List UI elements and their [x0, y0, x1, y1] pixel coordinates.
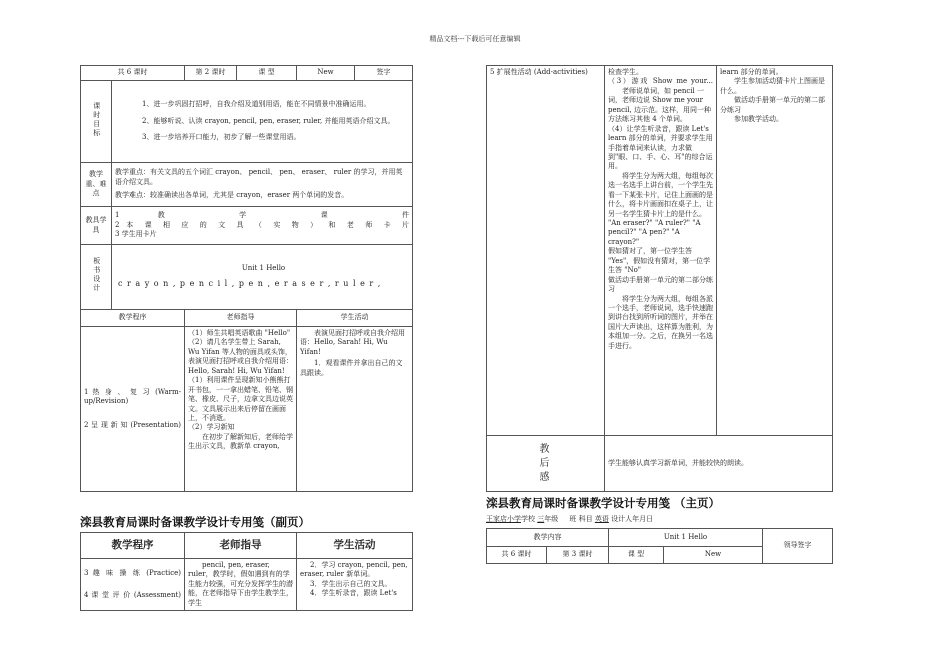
difficult-point-text: 教学难点：较准确读出各单词，尤其是 crayon，eraser 两个单词的发音。	[115, 191, 349, 200]
objective-item: 3、进一步培养开口能力，初步了解一些课堂用语。	[142, 133, 301, 142]
student-activity-text: 2．学习 crayon, pencil, pen, eraser, ruler 新单词。	[300, 561, 408, 579]
content-label: 教学内容	[487, 529, 609, 547]
extension-text: （3）游戏 Show me your...	[608, 77, 713, 86]
reflection-label: 教后感	[539, 443, 552, 483]
objective-item: 1、进一步巩固打招呼，自我介绍及道别用语，能在不同情景中准确运用。	[142, 100, 371, 109]
teacher-guide-header: 老师指导	[185, 310, 297, 327]
student-activity-text: 表演见面打招呼或自我介绍用语：Hello, Sarah! Hi, Wu Yifan!	[300, 329, 405, 356]
extension-activity-step: 5 扩展性活动 (Add-activities)	[487, 66, 605, 436]
subject-label: 科目	[578, 515, 593, 523]
tool-item: 2 本 课 相 应 的 文 具 （ 实 物 ） 和 老 师 卡 片	[115, 220, 409, 229]
tools-label: 教具学具	[81, 207, 112, 245]
student-activity-text: 4．学生听录音，跟读 Let's	[310, 589, 397, 598]
procedure-step: 4 课 堂 评 价 (Assessment)	[84, 590, 181, 599]
key-points-label: 教学重、难点	[81, 163, 112, 207]
secondary-student-header: 学生活动	[297, 533, 413, 559]
lesson-plan-table-left	[80, 65, 413, 492]
teacher-guide-text: pencil, pen, eraser, ruler，教学时，假如遇到有的学生能力较强，可充分发挥学生的潜能，在老师指导下由学生教学生，学生	[188, 561, 293, 607]
board-title: Unit 1 Hello	[241, 264, 286, 273]
secondary-procedure-header: 教学程序	[81, 533, 185, 559]
extension-student-text: 做活动手册第一单元的第二部分练习	[720, 96, 825, 114]
procedure-step: 1 热 身 、 复 习 (Warm-up/Revision)	[84, 387, 181, 406]
teacher-guide-text: 在初步了解新知后，老师给学生出示文具，教新单 crayon,	[188, 432, 293, 451]
teacher-guide-text: （1）利用课件呈现新知小熊熊打开书包，一一拿出蜡笔、铅笔、钢笔、橡皮、尺子，边拿文具边说英文。文具展示出来后停留在画面上，不消逝。	[188, 376, 293, 422]
content-value: Unit 1 Hello	[609, 529, 763, 547]
student-activity-text: 1．观看课件并拿出自己的文具跟读。	[300, 359, 403, 377]
lesson-type-label: 课 型	[237, 66, 297, 81]
secondary-page-title: 滦县教育局课时备课教学设计专用笺（副页）	[80, 515, 310, 529]
page-header-note: 精品文档---下载后可任意编辑	[429, 35, 521, 43]
reflection-text: 学生能够认真学习新单词，并能较快的朗读。	[605, 436, 833, 492]
leader-signature: 领导签字	[763, 529, 833, 564]
lesson-type-label: 课 型	[609, 547, 664, 564]
student-activity-header: 学生活动	[297, 310, 413, 327]
teacher-guide-text: （2）请几名学生带上 Sarah, Wu Yifan 等人物的面具或头饰，表演见面打招呼或自我介绍用语：Hello, Sarah! Hi, Wu Yifan!	[188, 338, 293, 375]
subject-value: 英语	[594, 515, 609, 523]
extension-text: （4）让学生听录音，跟读 Let's learn 部分的单词，并要求学生用手指着单词来认读，力求做到"眼、口、手、心、耳"的综合运用。	[608, 124, 713, 171]
total-periods-cell: 共 6 课时	[81, 66, 185, 81]
grade-label: 年级	[544, 515, 559, 523]
board-design-label: 板书设计	[92, 257, 101, 294]
school-name: 王家店小学	[486, 515, 521, 523]
school-info-line	[486, 515, 653, 524]
teacher-guide-text: （2）学习新知	[188, 423, 235, 432]
board-words: c r a y o n , p e n c i l , p e n , e r a s e r , r u l e r ,	[118, 278, 382, 288]
grade-value: 三	[537, 515, 545, 523]
tool-item: 1 教 学 课 件	[115, 211, 409, 220]
extension-text: 将学生分为两大组，每组各派一个选手，老师说词，选手快速跑到讲台找到所听词的图片，并举在国片大声读出，这样算为胜利，为本组加一分。之后，在换另一名选手进行。	[608, 294, 713, 350]
secondary-teacher-header: 老师指导	[185, 533, 297, 559]
procedure-step: 3 趣 味 操 练 (Practice)	[84, 569, 181, 578]
lesson-plan-table-secondary	[80, 532, 413, 611]
lesson-plan-table-right	[486, 65, 833, 492]
period-number-cell: 第 2 课时	[185, 66, 237, 81]
period-number-cell: 第 3 课时	[547, 547, 609, 564]
teacher-guide-text: （1）师生共唱英语歌曲 "Hello"	[188, 329, 291, 337]
extension-student-text: 参加教学活动。	[734, 115, 783, 124]
signature-cell: 签字	[355, 66, 413, 81]
lesson-type-value: New	[297, 66, 355, 81]
extension-student-text: learn 部分的单词。	[720, 68, 783, 76]
procedure-header: 教学程序	[81, 310, 185, 327]
designer-date-label: 设计人年月日	[611, 515, 654, 523]
extension-text: 检查学生。	[608, 68, 643, 76]
main-page-title: 滦县教育局课时备课教学设计专用笺 （主页）	[486, 496, 721, 510]
extension-text: 将学生分为两大组，每组每次选一名选手上讲台前，一个学生先看一下某张卡片，记住上面画的是什么，将卡片画面扣在桌子上，让另一名学生猜卡片上的是什么。 "An eraser?" "A ruler?" "A pencil?" "A pen?" "A crayon?"	[608, 171, 713, 246]
procedure-step: 2 呈 现 新 知 (Presentation)	[84, 420, 181, 429]
lesson-type-value: New	[664, 547, 763, 564]
objectives-label: 课时目标	[92, 101, 101, 138]
objective-item: 2、能够听说、认读 crayon, pencil, pen, eraser, ruler, 并能用英语介绍文具。	[142, 116, 395, 125]
extension-text: 老师说单词，如 pencil 一词，老师边说 Show me your pencil, 边示范。这样，用同一种方法练习其他 4 个单词。	[608, 86, 711, 124]
lesson-plan-table-main	[486, 528, 833, 564]
class-label: 班	[569, 515, 577, 523]
extension-student-text: 学生参加活动猜卡片上图画是什么。	[720, 77, 825, 95]
extension-text: 做活动手册第一单元的第二部分练习	[608, 275, 713, 294]
total-periods-cell: 共 6 课时	[487, 547, 547, 564]
extension-text: 假如猜对了，第一位学生答 "Yes"，假如没有猜对，第一位学生答 "No"	[608, 247, 711, 275]
key-point-text: 教学重点：有关文具的五个词汇 crayon、 pencil、 pen、 eraser、 ruler 的学习，并用英语介绍文具。	[115, 168, 403, 186]
school-label: 学校	[521, 515, 535, 523]
tool-item: 3 学生用卡片	[115, 230, 157, 239]
student-activity-text: 3．学生出示自己的文具。	[310, 579, 392, 588]
